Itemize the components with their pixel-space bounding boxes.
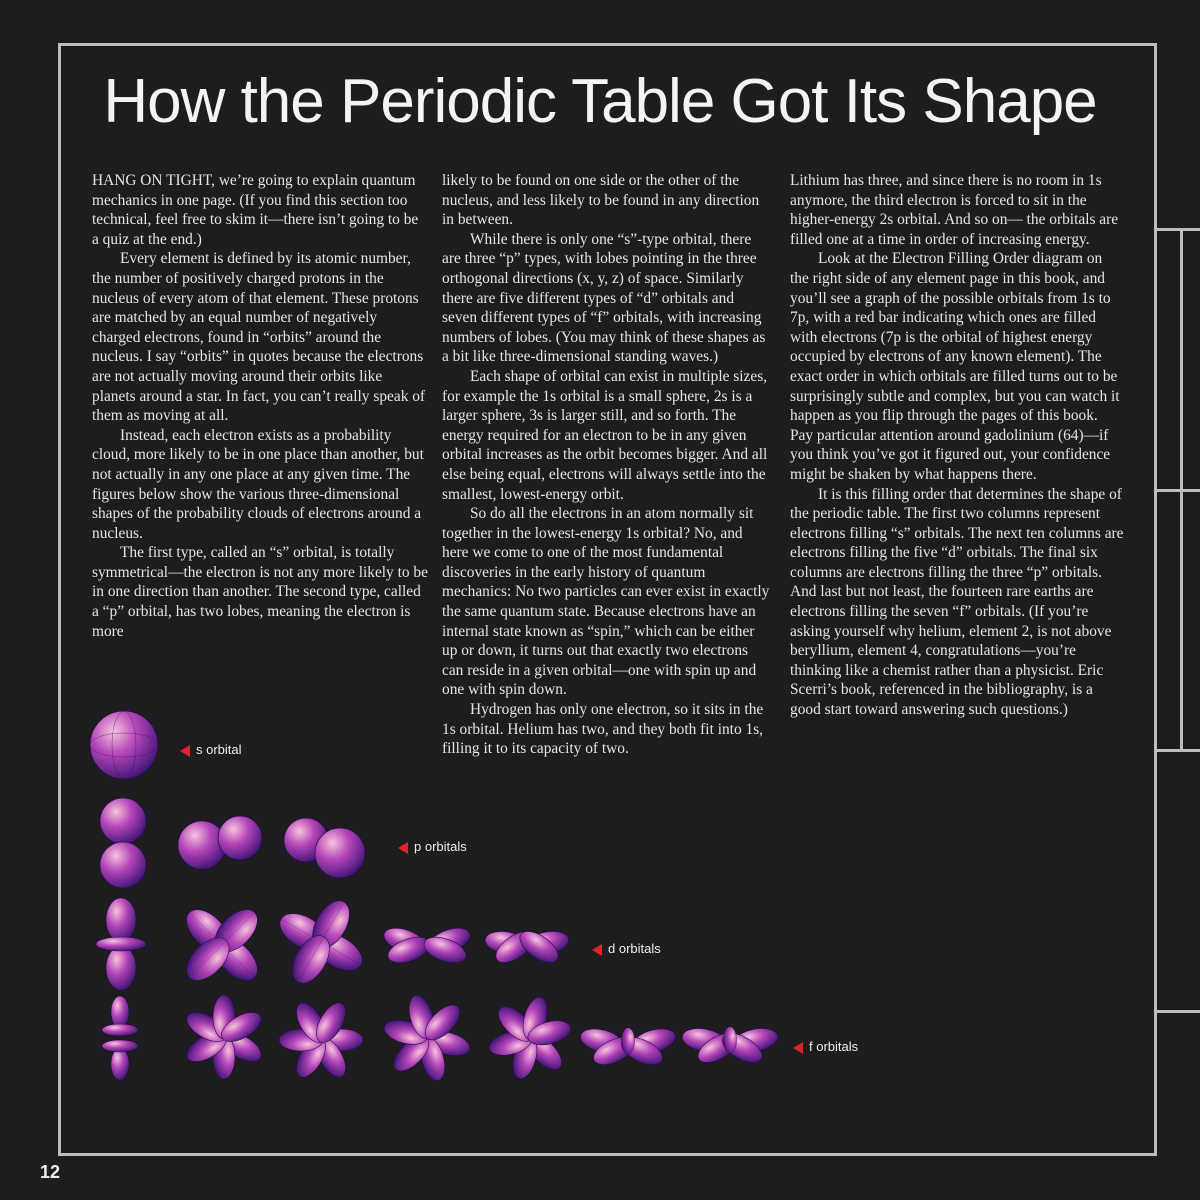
f-orbital-row [102, 993, 780, 1084]
paragraph: Hydrogen has only one electron, so it sits in the 1s orbital. Helium has two, and they both fit into 1s, filling it to its capacity of two. [442, 701, 764, 758]
f-orbital-6 [578, 1025, 678, 1071]
d-orbitals-label: d orbitals [592, 941, 661, 956]
f-orbital-5 [487, 995, 574, 1082]
red-arrow-icon [592, 944, 602, 956]
page-title: How the Periodic Table Got Its Shape [103, 67, 1097, 136]
red-arrow-icon [793, 1042, 803, 1054]
page-number: 12 [40, 1162, 61, 1182]
paragraph: It is this filling order that determines the shape of the periodic table. The first two columns represent electrons filling “s” orbitals. The next ten columns are electrons filling the five “d” orbitals. The final six columns are electrons filling the three “p” orbitals. And last but not least, the fourteen rare earths are electrons filling the seven “f” orbitals. (If you’re asking yourself why helium, element 2, is not above beryllium, element 4, congratulations—you’re thinking like a chemist rather than a physicist. Eric Scerri’s book, referenced in the bibliography, is a good start toward answering such questions.) [790, 485, 1124, 719]
paragraph: So do all the electrons in an atom normally sit together in the lowest-energy 1s orbital? No, and here we come to one of the most fundamental discoveries in the early history of quantum mechanics: No two particles can ever exist in exactly the same quantum state. Because electrons have an internal state known as “spin,” which can be either up or down, it turns out that exactly two electrons can reside in a given orbital—one with spin up and one with spin down. [442, 505, 770, 699]
paragraph: Lithium has three, and since there is no room in 1s anymore, the third electron is forced to sit in the higher-energy 2s orbital. And so on— the orbitals are filled one at a time in order of increasing energy. [790, 172, 1119, 248]
f-orbital-2 [182, 995, 266, 1079]
paragraph: HANG ON TIGHT, we’re going to explain quantum mechanics in one page. (If you find this section too technical, feel free to skim it—there isn’t going to be a quiz at the end.) [92, 172, 419, 248]
p-orbitals-label: p orbitals [398, 839, 467, 854]
d-orbital-yz [381, 923, 474, 968]
p-orbital-x [178, 816, 262, 869]
f-orbital-1 [102, 996, 138, 1080]
paragraph: Look at the Electron Filling Order diagram on the right side of any element page in this book, and you’ll see a graph of the possible orbitals from 1s to 7p, with a red bar indicating which ones are filled with electrons (7p is the orbital of highest energy occupied by electrons of any known element). The exact order in which orbitals are filled turns out to be surprisingly subtle and complex, but you can watch it happen as you flip through the pages of this book. Pay particular attention around gadolinium (64)—if you think you’ve got it figured out, your confidence might be shaken by what happens there. [790, 250, 1120, 483]
f-orbitals-label: f orbitals [793, 1039, 858, 1054]
d-orbital-z2 [96, 898, 146, 990]
s-orbital-label: s orbital [180, 742, 242, 757]
f-orbital-4 [382, 993, 473, 1084]
paragraph: likely to be found on one side or the other of the nucleus, and less likely to be found in any direction in between. [442, 172, 760, 229]
d-orbital-row [96, 879, 571, 1010]
paragraph: Every element is defined by its atomic number, the number of positively charged protons in the nucleus of every atom of that element. These protons are matched by an equal number of negatively charged electrons, found in “orbits” around the nucleus. I say “orbits” in quotes because the electrons are not actually moving around their orbits like planets around a star. In fact, you can’t really speak of them as moving at all. [92, 250, 426, 425]
paragraph: Each shape of orbital can exist in multiple sizes, for example the 1s orbital is a small sphere, 2s is a larger sphere, 3s is larger still, and so forth. The energy required for an electron to be in any given orbital increases as the orbit becomes bigger. And all else being equal, electrons will always settle into the smallest, lowest-energy orbit. [442, 367, 768, 503]
d-orbital-xy [157, 880, 287, 1010]
f-orbital-7 [680, 1025, 779, 1068]
f-orbital-3 [279, 998, 363, 1082]
d-orbital-x2y2 [483, 925, 570, 968]
s-orbital-sphere [90, 711, 158, 779]
red-arrow-icon [180, 745, 190, 757]
paragraph: While there is only one “s”-type orbital, there are three “p” types, with lobes pointing in the three orthogonal directions (x, y, z) of space. Similarly there are five different types of “d” orbitals and seven different types of “f” orbitals, with increasing numbers of lobes. (You may think of these shapes as a bit like three-dimensional standing waves.) [442, 230, 766, 366]
paragraph: The first type, called an “s” orbital, is totally symmetrical—the electron is not any more likely to be in one direction than another. The second type, called a “p” orbital, has two lobes, meaning the electron is more [92, 544, 428, 640]
red-arrow-icon [398, 842, 408, 854]
p-orbital-z [100, 798, 146, 888]
d-orbital-xz [258, 879, 384, 1005]
paragraph: Instead, each electron exists as a probability cloud, more likely to be in one place than another, but not actually in any one place at any given time. The figures below show the various three-dimensional shapes of the probability clouds of electrons around a nucleus. [92, 426, 424, 542]
p-orbital-y [284, 818, 365, 878]
s-orbital-row [90, 711, 158, 779]
p-orbital-row [100, 798, 365, 888]
